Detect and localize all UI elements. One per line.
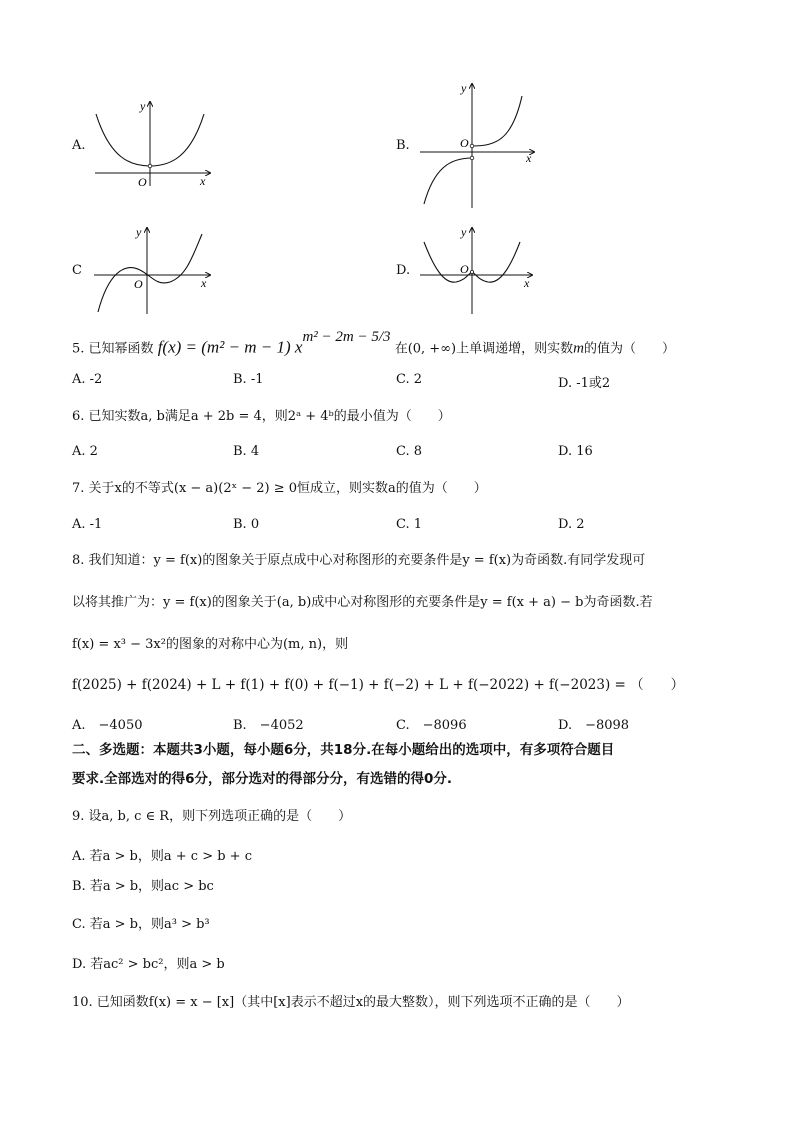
q5-suffix: 的值为（ ） <box>583 341 675 357</box>
q9-option-a[interactable]: A. 若a > b，则a + c > b + c <box>72 849 252 864</box>
graph-a-origin-label: O <box>138 175 147 189</box>
graph-a-label: A. <box>72 138 86 153</box>
question-6: 6. 已知实数a, b满足a + 2b = 4，则2ᵃ + 4ᵇ的最小值为（ ） <box>72 409 451 424</box>
q9-option-d[interactable]: D. 若ac² > bc²，则a > b <box>72 957 225 972</box>
graph-d-label: D. <box>396 263 411 278</box>
q8-option-a[interactable]: A. −4050 <box>72 718 143 733</box>
q5-var: m <box>573 340 584 357</box>
graph-c-x-label: x <box>201 276 207 290</box>
graph-a <box>90 98 220 190</box>
question-8-line-4: f(2025) + f(2024) + L + f(1) + f(0) + f(−1) + f(−2) + L + f(−2022) + f(−2023) = （ ） <box>72 677 685 693</box>
q7-option-d[interactable]: D. 2 <box>558 517 585 532</box>
question-8-line-2: 以将其推广为：y = f(x)的图象关于(a, b)成中心对称图形的充要条件是y = f(x + a) − b为奇函数.若 <box>72 595 653 610</box>
q8-option-d[interactable]: D. −8098 <box>558 718 630 733</box>
graph-d-y-label: y <box>461 225 467 239</box>
graph-a-x-label: x <box>200 174 206 188</box>
q9-option-b[interactable]: B. 若a > b，则ac > bc <box>72 879 214 894</box>
graph-a-y-label: y <box>140 99 146 113</box>
q5-mid: 在(0, +∞)上单调递增，则实数 <box>394 341 574 357</box>
q8-option-b[interactable]: B. −4052 <box>233 718 304 733</box>
section-2-header-line-2: 要求.全部选对的得6分，部分选对的得部分分，有选错的得0分. <box>72 771 453 787</box>
graph-d <box>416 224 538 316</box>
q5-function: f(x) = (m² − m − 1) x <box>157 337 303 357</box>
question-10: 10. 已知函数f(x) = x − [x]（其中[x]表示不超过x的最大整数），则下列选项不正确的是（ ） <box>72 995 630 1010</box>
q8-option-c[interactable]: C. −8096 <box>396 718 467 733</box>
q5-exponent: m² − 2m − 5/3 <box>302 329 391 345</box>
graph-b-origin-label: O <box>460 136 469 150</box>
graph-b <box>416 80 538 210</box>
question-8-line-3: f(x) = x³ − 3x²的图象的对称中心为(m, n)，则 <box>72 637 349 652</box>
q5-option-b[interactable]: B. -1 <box>233 372 264 387</box>
q7-option-c[interactable]: C. 1 <box>396 517 423 532</box>
graph-c-y-label: y <box>136 225 142 239</box>
question-9: 9. 设a, b, c ∈ R，则下列选项正确的是（ ） <box>72 809 352 824</box>
q6-option-d[interactable]: D. 16 <box>558 444 593 459</box>
question-5 <box>72 329 675 358</box>
q7-option-a[interactable]: A. -1 <box>72 517 103 532</box>
section-2-header-line-1: 二、多选题：本题共3小题，每小题6分，共18分.在每小题给出的选项中，有多项符合题目 <box>72 742 615 758</box>
graph-b-label: B. <box>396 138 410 153</box>
q7-option-b[interactable]: B. 0 <box>233 517 260 532</box>
q6-option-a[interactable]: A. 2 <box>72 444 98 459</box>
q5-prefix: 5. 已知幂函数 <box>72 341 154 357</box>
question-7: 7. 关于x的不等式(x − a)(2ˣ − 2) ≥ 0恒成立，则实数a的值为（ ） <box>72 481 487 496</box>
question-8-line-1: 8. 我们知道：y = f(x)的图象关于原点成中心对称图形的充要条件是y = f(x)为奇函数.有同学发现可 <box>72 553 646 568</box>
q6-option-b[interactable]: B. 4 <box>233 444 260 459</box>
graph-c <box>90 224 220 316</box>
q6-option-c[interactable]: C. 8 <box>396 444 423 459</box>
graph-b-x-label: x <box>526 151 532 165</box>
graph-c-origin-label: O <box>134 277 143 291</box>
q5-option-d[interactable]: D. -1或2 <box>558 376 611 391</box>
graph-b-y-label: y <box>461 81 467 95</box>
q9-option-c[interactable]: C. 若a > b，则a³ > b³ <box>72 917 210 932</box>
graph-d-x-label: x <box>524 276 530 290</box>
graph-d-origin-label: O <box>460 262 469 276</box>
q5-option-c[interactable]: C. 2 <box>396 372 423 387</box>
q5-option-a[interactable]: A. -2 <box>72 372 103 387</box>
graph-c-label: C <box>72 263 82 278</box>
